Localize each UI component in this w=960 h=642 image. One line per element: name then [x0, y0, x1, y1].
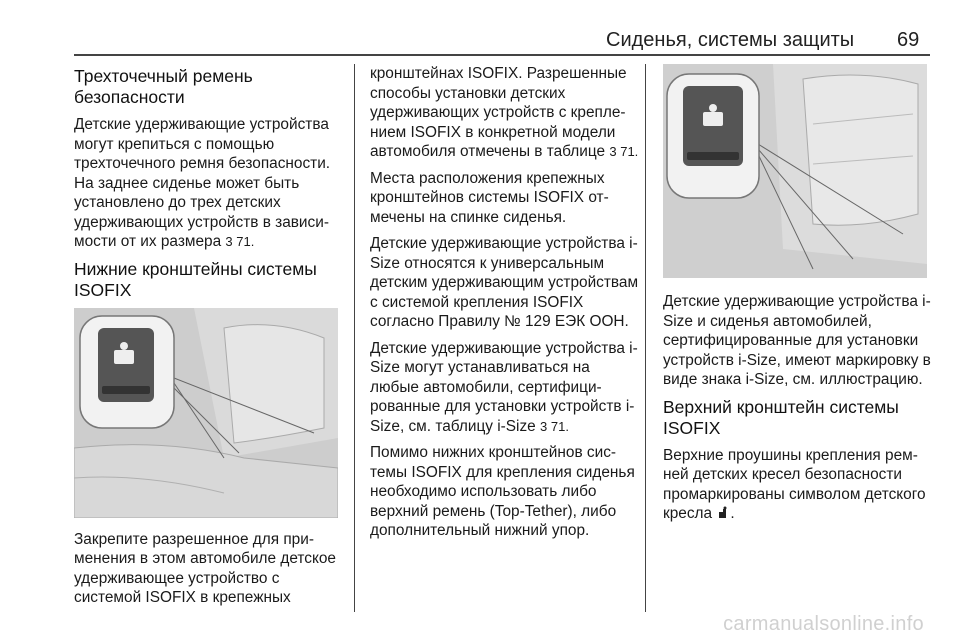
heading-three-point-belt: Трехточечный ремень безопасности: [74, 66, 253, 107]
header-rule: [74, 54, 930, 56]
paragraph: Верхние проушины крепления ремней детских кресел безопасности промаркированы символом детского кресла .: [663, 446, 933, 526]
watermark: carmanualsonline.info: [723, 613, 924, 635]
heading-isofix-lower: Нижние кронштейны системы ISOFIX: [74, 258, 317, 300]
paragraph: Детские удерживающие устройства i-Size могут устанавливаться на любые автомобили, сертифицированные для установки устройств i-Size, см. таблицу i-Size 3 71.: [370, 339, 638, 435]
isize-illustration-svg: [663, 64, 927, 278]
column-3: [663, 64, 933, 533]
page-reference[interactable]: 3 71.: [540, 418, 569, 434]
seat-illustration-svg: [74, 308, 338, 518]
column-2: [370, 64, 640, 548]
isize-seat-illustration: [663, 64, 927, 278]
heading-isofix-upper: Верхний кронштейн системы ISOFIX: [663, 396, 899, 438]
paragraph: Закрепите разрешенное для применения в этом автомобиле детское удерживающее устройство с системой ISOFIX в крепежных: [74, 530, 336, 606]
section-title: Сиденья, системы защиты: [606, 29, 855, 51]
isofix-seat-illustration: [74, 308, 338, 518]
column-1: [74, 64, 342, 615]
paragraph: кронштейнах ISOFIX. Разрешенные способы установки детских удерживающих устройств с креплением ISOFIX в конкретной модели автомобиля отмечены в таблице 3 71.: [370, 65, 639, 160]
page-reference[interactable]: 3 71.: [609, 144, 639, 159]
paragraph: Детские удерживающие устройства i-Size относятся к универсальным детским удерживающим устройствам с системой крепления ISOFIX согласно Правилу № 129 ЕЭК ООН.: [370, 235, 639, 330]
paragraph: Помимо нижних кронштейнов системы ISOFIX для крепления сиденья необходимо использовать либо верхний ремень (Top-Tether), либо дополнительный нижний упор.: [370, 444, 635, 539]
paragraph: Места расположения крепежных кронштейнов системы ISOFIX отмечены на спинке сиденья.: [370, 169, 609, 226]
paragraph: Детские удерживающие устройства могут крепиться с помощью трехточечного ремня безопасности. На заднее сиденье может быть установлено до трех детских удерживающих устройств в зависимости от их размера 3 71.: [74, 116, 331, 250]
column-divider-2: [645, 64, 646, 612]
page-header: [0, 0, 960, 58]
column-divider-1: [354, 64, 355, 612]
paragraph: Детские удерживающие устройства i-Size и сиденья автомобилей, сертифицированные для установки устройств i-Size, имеют маркировку в виде знака i-Size, см. иллюстрацию.: [663, 293, 931, 388]
child-seat-icon: [716, 506, 730, 526]
page-reference[interactable]: 3 71.: [225, 234, 255, 249]
page-number: 69: [897, 29, 920, 51]
